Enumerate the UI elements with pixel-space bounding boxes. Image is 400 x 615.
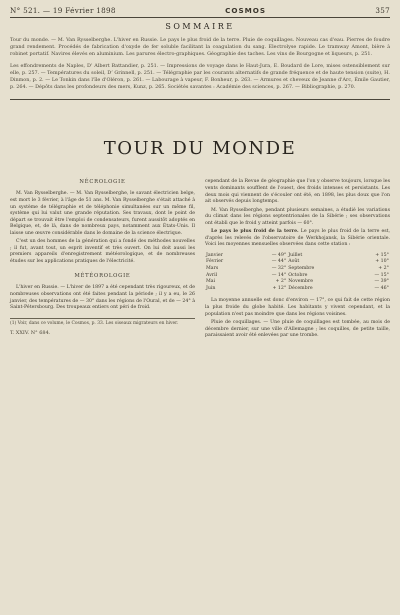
- article-paragraph: L'hiver en Russie. — L'hiver de 1897 a été cependant très rigoureux, et de nombreuses observations ont été faites pendant la période ; il y a eu, le 26 janvier, des températures de — 30° dans les régions de l'Oural, et de — 24° à Saint-Pétersbourg. Des troupeaux entiers ont péri de froid.: [10, 285, 195, 311]
- table-cell: Juin: [206, 285, 216, 291]
- article-paragraph: cependant de la Revue de géographie que l'on y observe toujours, lorsque les vents dominants soufflent de l'ouest, des froids intenses et persistants. Les deux mois qui viennent de s'écouler ont été, en 1898, les plus doux que l'on ait observés depuis longtemps.: [205, 179, 390, 205]
- table-cell: Juillet: [288, 252, 303, 258]
- page-header: [10, 6, 390, 18]
- table-cell: — 32°: [271, 266, 287, 272]
- divider: [10, 99, 390, 100]
- article-text: Le pays le plus froid de la terre est, d'après les relevés de l'observatoire de Werkhojansk, la Sibérie orientale. Voici les moyennes mensuelles observées dans cette station :: [205, 229, 390, 248]
- article-subtitle: Le pays le plus froid de la terre.: [211, 229, 299, 235]
- sommaire-title: SOMMAIRE: [165, 22, 235, 31]
- table-cell: + 2°: [275, 279, 287, 285]
- sommaire-paragraph: Les effondrements de Naples, D’ Albert Battandier, p. 251. — Impressions de voyage dans le Haut-Jura, E. Boudard de Lore, mises ostensiblement sur elle, p. 257. — Températures du soleil, D’ Grinnell, p. 251. — Télégraphie par les courants alternatifs de grande fréquence et de haute tension (suite), H. Dinmon, p. 2. — Le Tonkin dans l'île d'Oléron, p. 261. — Labourage à vapeur, F. Bonheur, p. 263. — Armures et cheveux de Jeanne d'Arc, Émile Gautier, p. 264. — Dépôts dans les profondeurs des mers, Kunz, p. 265. Sociétés savantes : Académie des sciences, p. 267. — Bibliographie, p. 270.: [10, 62, 390, 91]
- table-cell: + 15°: [375, 252, 389, 258]
- sommaire-section: [10, 22, 390, 91]
- table-cell: — 39°: [374, 279, 389, 285]
- table-cell: Mars: [206, 266, 219, 272]
- article-columns: [10, 179, 390, 341]
- table-cell: Septembre: [288, 266, 315, 272]
- table-cell: — 14°: [271, 272, 287, 278]
- volume-number: T. XXIV. N° 684.: [10, 329, 51, 336]
- table-cell: Décembre: [288, 285, 313, 291]
- article-paragraph: [205, 229, 390, 249]
- table-cell: Avril: [206, 272, 218, 278]
- necrologie-heading: NÉCROLOGIE: [79, 179, 126, 186]
- article-paragraph: C'est un des hommes de la génération qui a fondé des méthodes nouvelles ; il fut, avant tout, un esprit inventif et très ouvert. On lui doit aussi les premiers appareils d'enregistrement météorologique, et de nombreuses études sur les applications pratiques de l'électricité.: [10, 239, 195, 264]
- table-cell: Janvier: [206, 252, 223, 258]
- article-paragraph: La moyenne annuelle est donc d'environ — 17°, ce qui fait de cette région la plus froide du globe habité. Les habitants y vivent cependant, et la population n'est pas moindre que dans les régions voisines.: [205, 298, 390, 317]
- table-cell: Février: [206, 259, 224, 265]
- table-cell: — 46°: [374, 285, 389, 291]
- article-paragraph: Pluie de coquillages. — Une pluie de coquillages est tombée, au mois de décembre dernier, sur une ville d'Allemagne ; les coquilles, de petite taille, paraissaient avoir été enlevées par une trombe.: [205, 320, 390, 339]
- article-paragraph: M. Van Rysselberghe. — M. Van Rysselberghe, le savant électricien belge, est mort le 3 février, à l'âge de 51 ans. M. Van Rysselberghe s'était attaché à un système de télégraphie et de téléphonie simultanées sur un même fil, système qui lui valut une grande réputation. Ses travaux, dont le point de départ se trouvait être l'emploi de condensateurs, furent aussitôt adoptés en Belgique, et, de là, dans de nombreux pays, notamment aux États-Unis. Il laisse une œuvre considérable dans le domaine de la science électrique.: [10, 191, 195, 236]
- page-number: 357: [375, 6, 390, 15]
- right-column: [205, 179, 390, 341]
- left-column: [10, 179, 195, 341]
- table-cell: + 10°: [375, 259, 389, 265]
- table-cell: — 15°: [374, 272, 389, 278]
- table-row: [205, 286, 390, 293]
- table-cell: — 49°: [271, 252, 287, 258]
- table-cell: + 12°: [272, 285, 287, 291]
- table-cell: + 2°: [378, 266, 389, 272]
- table-cell: Novembre: [288, 279, 314, 285]
- table-cell: Août: [288, 259, 300, 265]
- journal-title: COSMOS: [225, 6, 267, 15]
- table-row: [205, 266, 390, 273]
- meteorologie-heading: MÉTÉOROLOGIE: [74, 273, 131, 280]
- issue-number: N° 521. — 19 Février 1898: [10, 6, 116, 15]
- temperature-table: [205, 253, 390, 293]
- section-title: TOUR DU MONDE: [103, 138, 297, 160]
- footnote: (1) Voir, dans ce volume, le Cosmos, p. 33. Les oiseaux migrateurs en hiver.: [10, 318, 195, 327]
- sommaire-paragraph: Tour du monde. — M. Van Rysselberghe. L'hiver en Russie. Le pays le plus froid de la terre. Pluie de coquillages. Nouveau cas d'eau. Pierres de foudre grand rendement. Procédés de fabrication d'oxyde de fer soluble facilitant la coagulation du sang. Electrolyse rapide. Le tramway Amont, bière à robinet portatif. Navires élevés en aluminium. Les parures électro-graphiques. Géographie des taches. Les vins de Bourgogne et liqueurs, p. 251.: [10, 37, 390, 58]
- table-cell: Mai: [206, 279, 216, 285]
- table-row: [205, 279, 390, 286]
- table-cell: — 44°: [271, 259, 287, 265]
- article-paragraph: M. Van Rysselberghe, pendant plusieurs semaines, a étudié les variations du climat dans les régions septentrionales de la Sibérie ; ses observations ont établi que le froid y atteint parfois — 60°.: [205, 207, 390, 226]
- table-cell: Octobre: [288, 272, 308, 278]
